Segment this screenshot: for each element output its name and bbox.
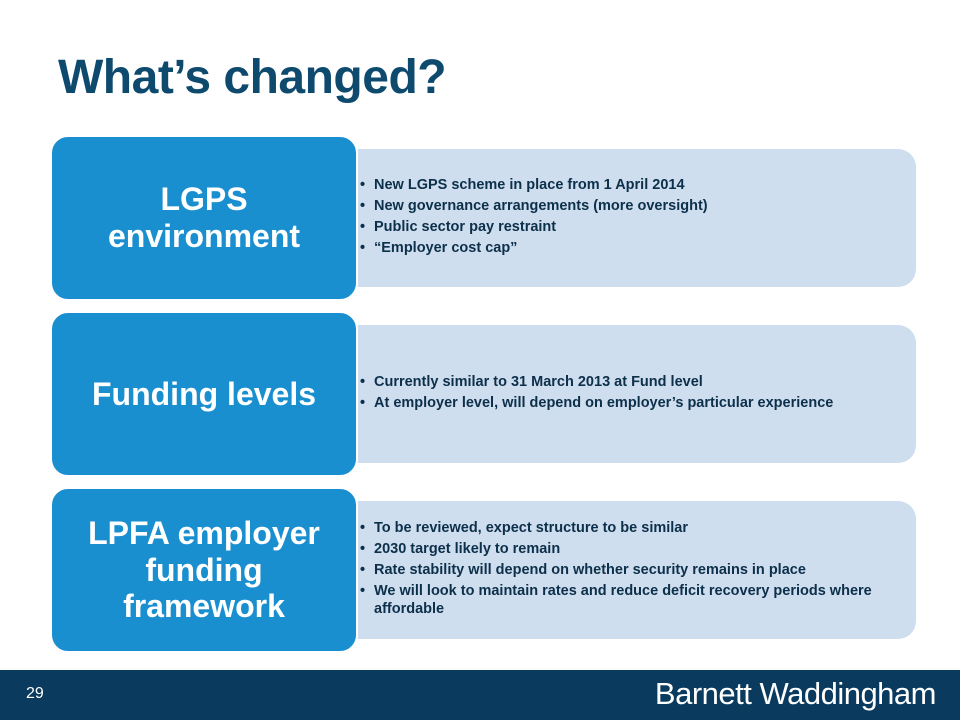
bullet-list	[300, 519, 916, 622]
footer-bar	[0, 670, 960, 720]
bullet-item: • Public sector pay restraint	[360, 218, 708, 236]
section-details	[300, 149, 916, 287]
bullet-item: • Rate stability will depend on whether security remains in place	[360, 561, 896, 579]
bullet-item: • New governance arrangements (more oversight)	[360, 197, 708, 215]
bullet-list	[300, 373, 893, 415]
section-heading: LGPS environment	[107, 181, 301, 254]
company-logo: Barnett Waddingham	[654, 676, 936, 711]
page-number: 29	[26, 685, 44, 702]
section-lpfa-framework	[50, 487, 916, 655]
bullet-item: • 2030 target likely to remain	[360, 540, 896, 558]
bullet-list	[300, 176, 708, 261]
section-heading-box	[50, 487, 358, 653]
section-lgps-environment	[50, 135, 916, 303]
slide-title: What’s changed?	[58, 51, 447, 104]
section-heading-box	[50, 311, 358, 477]
bullet-item: • Currently similar to 31 March 2013 at Fund level	[360, 373, 833, 391]
section-heading-box	[50, 135, 358, 301]
section-heading: Funding levels	[91, 375, 317, 412]
section-details	[300, 501, 916, 639]
bullet-item: • At employer level, will depend on employer’s particular experience	[360, 394, 833, 412]
bullet-item: • We will look to maintain rates and reduce deficit recovery periods where affordable	[360, 582, 896, 618]
section-heading: LPFA employer funding framework	[88, 514, 320, 625]
bullet-item: • To be reviewed, expect structure to be similar	[360, 519, 896, 537]
section-details	[300, 325, 916, 463]
bullet-item: • New LGPS scheme in place from 1 April 2014	[360, 176, 708, 194]
section-funding-levels	[50, 311, 916, 479]
bullet-item: • “Employer cost cap”	[360, 239, 708, 257]
